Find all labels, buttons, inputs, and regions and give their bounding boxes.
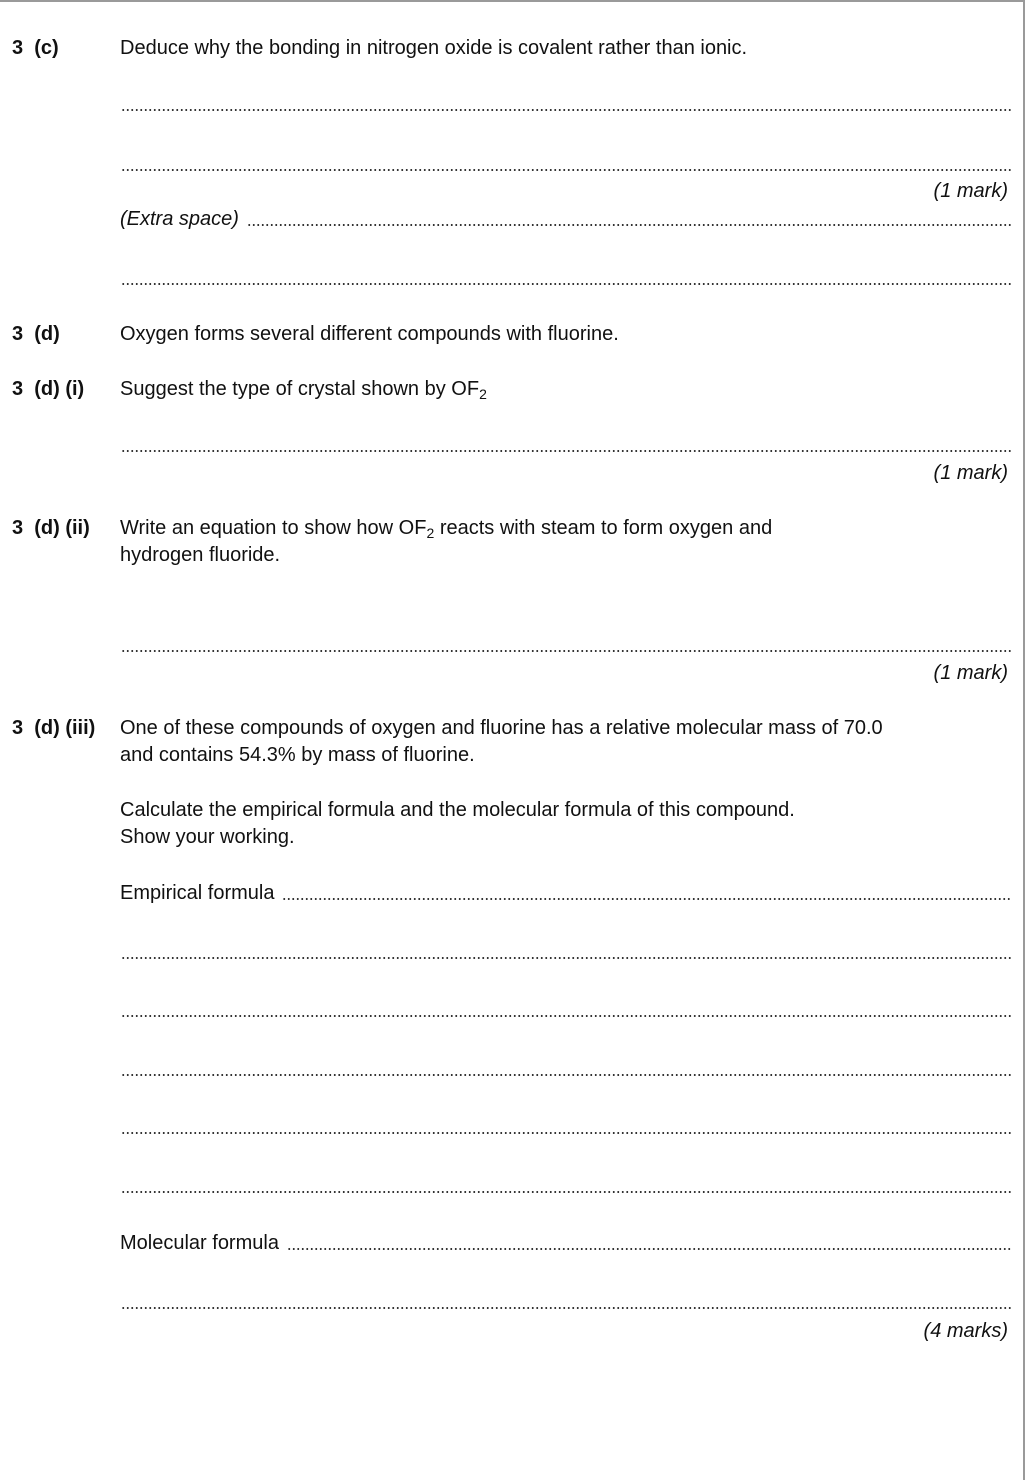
question-3d-prompt: Oxygen forms several different compounds with fluorine. (120, 323, 619, 345)
question-3dii-prompt-line1 (120, 515, 772, 542)
question-3di-prompt (120, 376, 487, 403)
question-number-3c: 3 (c) (12, 37, 59, 59)
extra-space-line[interactable] (120, 208, 1012, 231)
answer-line[interactable] (247, 224, 1012, 226)
question-number-3diii: 3 (d) (iii) (12, 717, 96, 739)
answer-line[interactable] (121, 1074, 1011, 1076)
prompt-text: reacts with steam to form oxygen and (434, 517, 773, 539)
question-3diii-instruction-line2: Show your working. (120, 826, 295, 848)
extra-space-label: (Extra space) (120, 208, 239, 230)
question-3dii-prompt-line2: hydrogen fluoride. (120, 544, 281, 566)
question-number-3di: 3 (d) (i) (12, 378, 85, 400)
question-number-3dii: 3 (d) (ii) (12, 517, 90, 539)
marks-label-3c: (1 mark) (933, 180, 1008, 202)
subscript: 2 (479, 386, 487, 402)
answer-line[interactable] (121, 109, 1011, 111)
empirical-formula-label: Empirical formula (120, 882, 275, 904)
answer-line[interactable] (287, 1248, 1012, 1250)
answer-line[interactable] (121, 1015, 1011, 1017)
question-3c-prompt: Deduce why the bonding in nitrogen oxide is covalent rather than ionic. (120, 37, 748, 59)
marks-label-3dii: (1 mark) (933, 662, 1008, 684)
answer-line[interactable] (121, 957, 1011, 959)
answer-line[interactable] (121, 169, 1011, 171)
empirical-formula-line[interactable] (120, 882, 1012, 905)
answer-line[interactable] (121, 1307, 1011, 1309)
marks-label-3diii: (4 marks) (923, 1320, 1008, 1342)
answer-line[interactable] (121, 450, 1011, 452)
answer-line[interactable] (121, 1132, 1011, 1134)
answer-line[interactable] (121, 1191, 1011, 1193)
question-number-3d: 3 (d) (12, 323, 60, 345)
molecular-formula-label: Molecular formula (120, 1232, 279, 1254)
answer-line[interactable] (282, 898, 1012, 900)
question-3diii-prompt-line1: One of these compounds of oxygen and fluorine has a relative molecular mass of 70.0 (120, 717, 883, 739)
prompt-text: Suggest the type of crystal shown by OF (120, 378, 480, 400)
answer-line[interactable] (121, 650, 1011, 652)
marks-label-3di: (1 mark) (933, 462, 1008, 484)
subscript: 2 (426, 525, 435, 541)
molecular-formula-line[interactable] (120, 1232, 1012, 1255)
question-3diii-instruction-line1: Calculate the empirical formula and the molecular formula of this compound. (120, 799, 795, 821)
prompt-text: Write an equation to show how OF (120, 517, 427, 539)
question-3diii-prompt-line2: and contains 54.3% by mass of fluorine. (120, 744, 475, 766)
answer-line[interactable] (121, 283, 1011, 285)
